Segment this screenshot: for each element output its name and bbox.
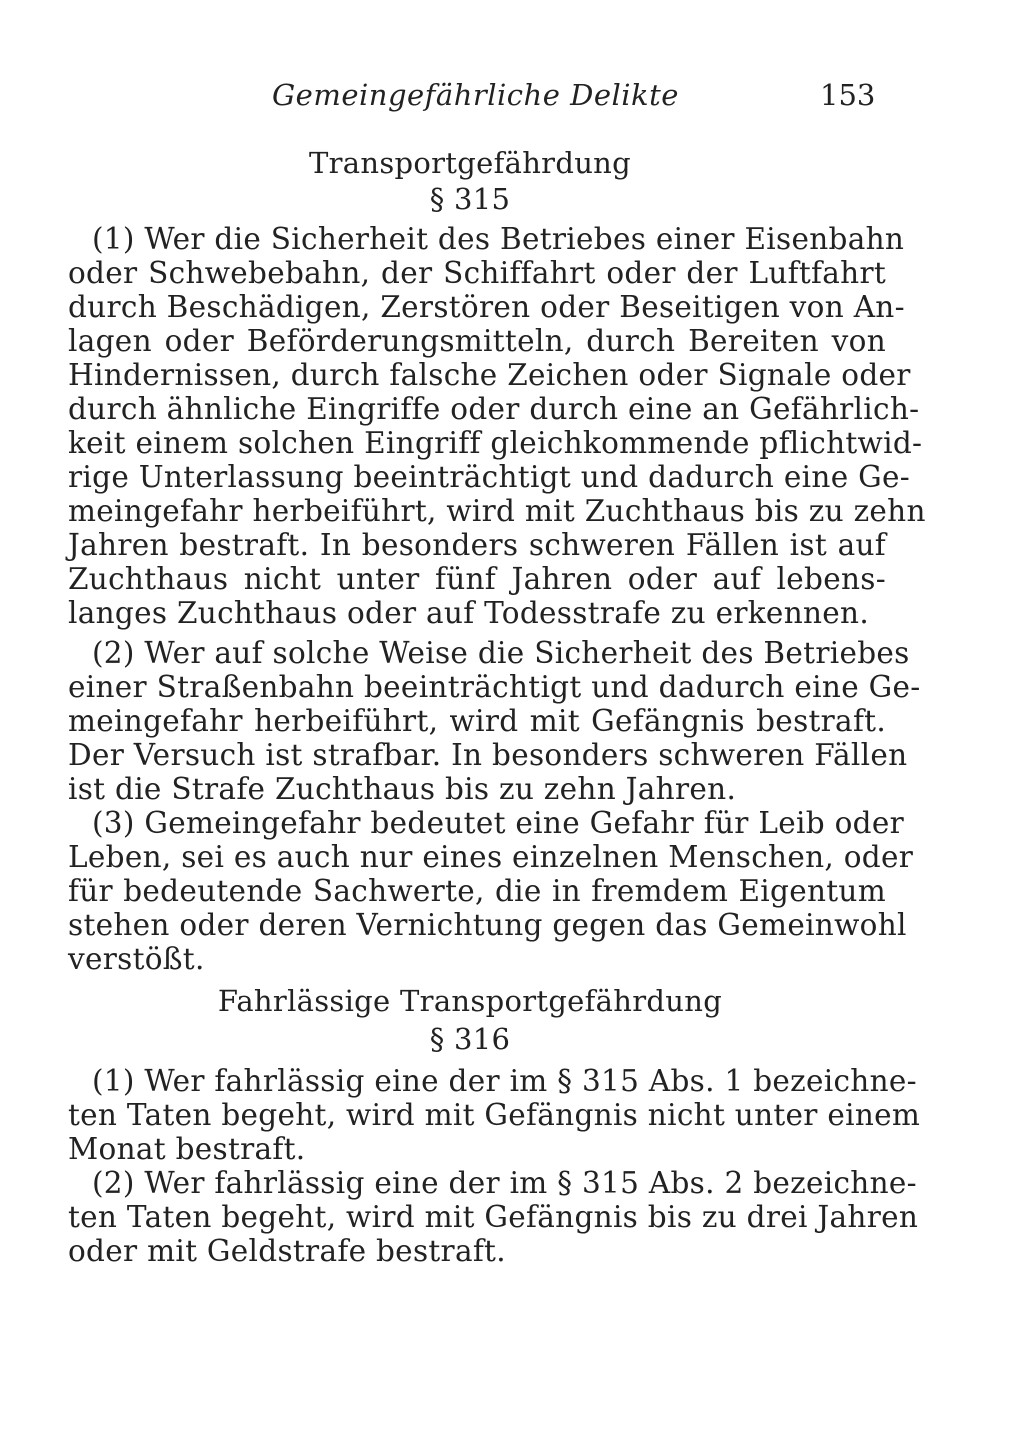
text-line: verstößt. xyxy=(68,942,205,976)
text-line: durch Beschädigen, Zerstören oder Beseitigen von An- xyxy=(68,290,905,324)
text-line: Monat bestraft. xyxy=(68,1132,306,1166)
text-line: einer Straßenbahn beeinträchtigt und dadurch eine Ge- xyxy=(68,670,921,704)
text-line: oder Schwebebahn, der Schiffahrt oder der Luftfahrt xyxy=(68,256,886,290)
text-line: ten Taten begeht, wird mit Gefängnis nicht unter einem xyxy=(68,1098,921,1132)
section-315-abs3 xyxy=(68,806,914,976)
text-line: rige Unterlassung beeinträchtigt und dadurch eine Ge- xyxy=(68,460,911,494)
text-line: Zuchthaus nicht unter fünf Jahren oder auf lebens- xyxy=(68,562,886,596)
text-line: stehen oder deren Vernichtung gegen das Gemeinwohl xyxy=(68,908,907,942)
text-line: (3) Gemeingefahr bedeutet eine Gefahr für Leib oder xyxy=(92,806,904,840)
text-line: Der Versuch ist strafbar. In besonders schweren Fällen xyxy=(68,738,908,772)
section-316-abs2 xyxy=(68,1166,919,1268)
text-line: Jahren bestraft. In besonders schweren Fällen ist auf xyxy=(68,528,886,562)
running-title: Gemeingefährliche Delikte xyxy=(272,78,679,112)
text-line: (2) Wer auf solche Weise die Sicherheit des Betriebes xyxy=(92,636,910,670)
section-316-sign: § 316 xyxy=(429,1022,511,1056)
text-line: Hindernissen, durch falsche Zeichen oder Signale oder xyxy=(68,358,911,392)
text-line: keit einem solchen Eingriff gleichkommende pflichtwid- xyxy=(68,426,923,460)
section-315-sign: § 315 xyxy=(429,182,511,216)
section-315-title: Transportgefährdung xyxy=(308,146,632,180)
text-line: Leben, sei es auch nur eines einzelnen Menschen, oder xyxy=(68,840,914,874)
text-line: (1) Wer die Sicherheit des Betriebes einer Eisenbahn xyxy=(92,222,905,256)
text-line: meingefahr herbeiführt, wird mit Gefängnis bestraft. xyxy=(68,704,886,738)
text-line: oder mit Geldstrafe bestraft. xyxy=(68,1234,506,1268)
text-line: langes Zuchthaus oder auf Todesstrafe zu erkennen. xyxy=(68,596,870,630)
section-315-abs2 xyxy=(68,636,921,806)
text-line: durch ähnliche Eingriffe oder durch eine an Gefährlich- xyxy=(68,392,920,426)
text-line: für bedeutende Sachwerte, die in fremdem Eigentum xyxy=(68,874,886,908)
text-line: ist die Strafe Zuchthaus bis zu zehn Jahren. xyxy=(68,772,737,806)
text-line: (2) Wer fahrlässig eine der im § 315 Abs. 2 bezeichne- xyxy=(92,1166,917,1200)
section-315-abs1 xyxy=(68,222,926,630)
page-number: 153 xyxy=(820,78,876,112)
text-line: ten Taten begeht, wird mit Gefängnis bis zu drei Jahren xyxy=(68,1200,919,1234)
text-line: lagen oder Beförderungsmitteln, durch Bereiten von xyxy=(68,324,886,358)
text-line: meingefahr herbeiführt, wird mit Zuchthaus bis zu zehn xyxy=(68,494,926,528)
section-316-abs1 xyxy=(68,1064,921,1166)
section-316-title: Fahrlässige Transportgefährdung xyxy=(217,984,723,1018)
text-line: (1) Wer fahrlässig eine der im § 315 Abs. 1 bezeichne- xyxy=(92,1064,917,1098)
